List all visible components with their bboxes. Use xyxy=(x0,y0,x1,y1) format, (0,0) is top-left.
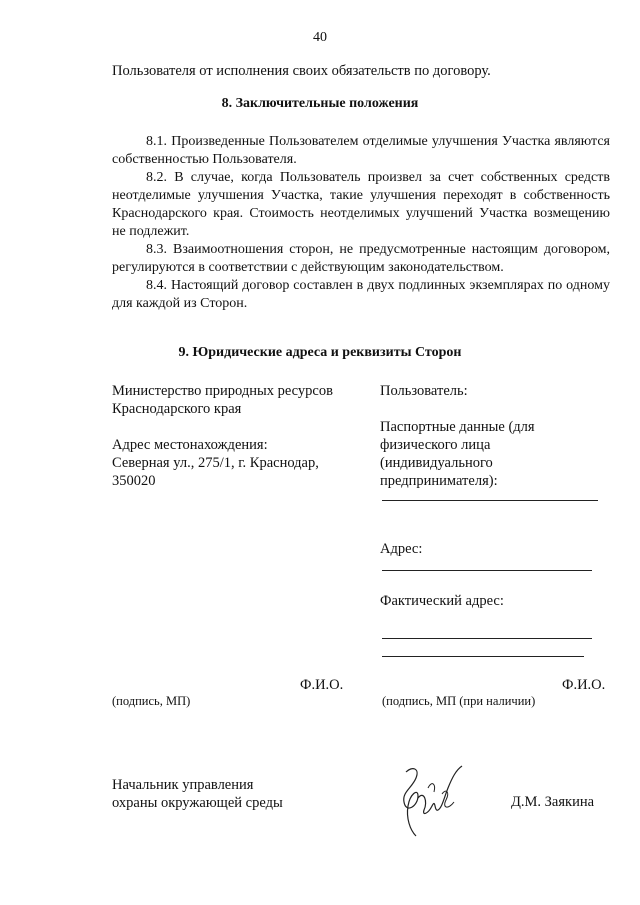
address-line-1: Северная ул., 275/1, г. Краснодар, xyxy=(112,455,319,471)
address-line-2: 350020 xyxy=(112,473,156,489)
address-label-right: Адрес: xyxy=(380,541,423,557)
paragraph-8-1: 8.1. Произведенные Пользователем отделимые улучшения Участка являются собственностью Пользователя. xyxy=(112,134,610,167)
right-sign-caption: (подпись, МП (при наличии) xyxy=(382,694,536,708)
signatory-title-line-1: Начальник управления xyxy=(112,777,254,793)
passport-data xyxy=(380,418,610,490)
left-fio: Ф.И.О. xyxy=(300,677,344,693)
page-number: 40 xyxy=(313,30,327,45)
ministry-line-1: Министерство природных ресурсов xyxy=(112,383,333,399)
ministry-name xyxy=(112,382,362,418)
left-sign-caption: (подпись, МП) xyxy=(112,694,191,708)
handwritten-signature xyxy=(392,758,472,840)
actual-address-label: Фактический адрес: xyxy=(380,593,504,609)
passport-line-3: (индивидуального xyxy=(380,455,493,471)
passport-line-2: физического лица xyxy=(380,437,491,453)
actual-address-fill-line-1 xyxy=(382,638,592,639)
ministry-line-2: Краснодарского края xyxy=(112,401,242,417)
address-fill-line xyxy=(382,570,592,571)
paragraph-8-3: 8.3. Взаимоотношения сторон, не предусмотренные настоящим договором, регулируются в соответствии с действующим законодательством. xyxy=(112,242,610,275)
section-8-heading: 8. Заключительные положения xyxy=(221,96,419,111)
actual-address-fill-line-2 xyxy=(382,656,584,657)
right-fio: Ф.И.О. xyxy=(562,677,606,693)
signatory-name: Д.М. Заякина xyxy=(511,794,595,810)
signatory-title-line-2: охраны окружающей среды xyxy=(112,795,283,811)
paragraph-8-2: 8.2. В случае, когда Пользователь произвел за счет собственных средств неотделимые улучшения Участка, такие улучшения переходят в собственность Краснодарского края. Стоимость неотделимых улучшений Участка возмещению не подлежит. xyxy=(112,170,610,239)
passport-fill-line xyxy=(382,500,598,501)
signatory-title xyxy=(112,776,283,812)
passport-line-4: предпринимателя): xyxy=(380,473,498,489)
intro-line: Пользователя от исполнения своих обязательств по договору. xyxy=(112,63,491,79)
address-label: Адрес местонахождения: xyxy=(112,437,268,453)
section-8-paragraphs xyxy=(112,133,610,313)
section-9-heading: 9. Юридические адреса и реквизиты Сторон xyxy=(178,345,462,360)
ministry-address xyxy=(112,436,362,490)
user-label: Пользователь: xyxy=(380,383,468,399)
paragraph-8-4: 8.4. Настоящий договор составлен в двух подлинных экземплярах по одному для каждой из Сторон. xyxy=(112,278,610,311)
passport-line-1: Паспортные данные (для xyxy=(380,419,535,435)
